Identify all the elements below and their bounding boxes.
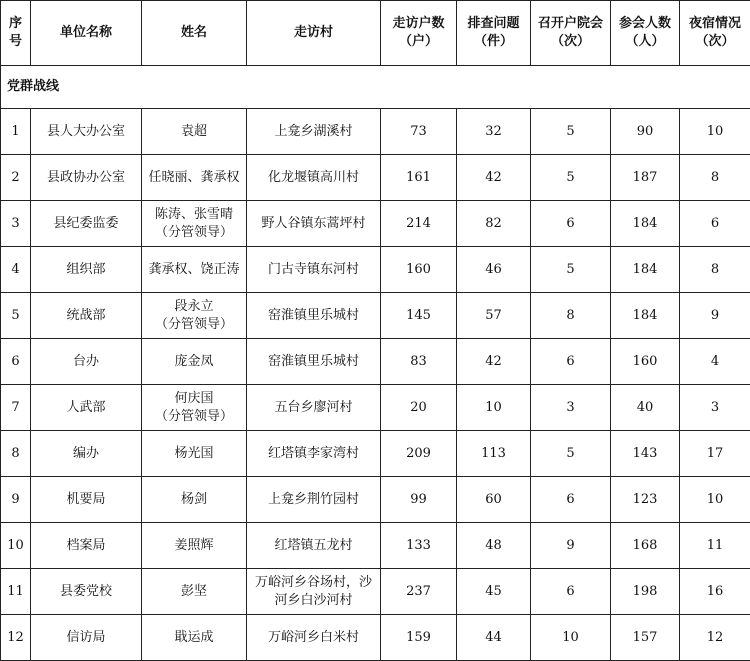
table-row <box>1 477 750 523</box>
cell-overnight: 8 <box>680 155 750 201</box>
cell-meetings: 6 <box>531 477 611 523</box>
cell-village-line: 化龙堰镇高川村 <box>247 169 380 187</box>
header-overnight: 夜宿情况 （次） <box>680 1 750 66</box>
cell-issues: 42 <box>457 155 531 201</box>
cell-issues: 60 <box>457 477 531 523</box>
cell-name-line: 袁超 <box>142 123 246 141</box>
cell-seq: 9 <box>1 477 31 523</box>
cell-meetings: 6 <box>531 339 611 385</box>
cell-name <box>142 109 247 155</box>
cell-name-line: 陈涛、张雪晴 <box>142 206 246 224</box>
cell-seq: 2 <box>1 155 31 201</box>
header-name: 姓名 <box>142 1 247 66</box>
cell-village-line: 红塔镇李家湾村 <box>247 445 380 463</box>
table-row <box>1 569 750 615</box>
cell-issues: 32 <box>457 109 531 155</box>
cell-name <box>142 615 247 661</box>
cell-households: 133 <box>381 523 457 569</box>
cell-meetings: 5 <box>531 431 611 477</box>
cell-unit: 信访局 <box>31 615 142 661</box>
table-row <box>1 523 750 569</box>
table-row <box>1 385 750 431</box>
cell-attendees: 160 <box>611 339 680 385</box>
cell-seq: 12 <box>1 615 31 661</box>
cell-name-line: 任晓丽、龚承权 <box>142 169 246 187</box>
cell-name-line: 庞金凤 <box>142 353 246 371</box>
cell-overnight: 12 <box>680 615 750 661</box>
cell-overnight: 10 <box>680 109 750 155</box>
cell-households: 237 <box>381 569 457 615</box>
cell-name-line: 杨剑 <box>142 491 246 509</box>
cell-seq: 7 <box>1 385 31 431</box>
cell-name-line: 何庆国 <box>142 390 246 408</box>
cell-name <box>142 523 247 569</box>
cell-name <box>142 247 247 293</box>
cell-issues: 57 <box>457 293 531 339</box>
cell-meetings: 10 <box>531 615 611 661</box>
cell-attendees: 184 <box>611 293 680 339</box>
cell-village <box>247 247 381 293</box>
cell-unit: 县纪委监委 <box>31 201 142 247</box>
section-row <box>1 66 750 109</box>
header-seq: 序 号 <box>1 1 31 66</box>
cell-households: 209 <box>381 431 457 477</box>
cell-attendees: 157 <box>611 615 680 661</box>
cell-village-line: 万峪河乡谷场村，沙 <box>247 574 380 592</box>
cell-name-line: （分管领导） <box>142 408 246 426</box>
cell-village-line: 五台乡廖河村 <box>247 399 380 417</box>
cell-attendees: 90 <box>611 109 680 155</box>
cell-meetings: 3 <box>531 385 611 431</box>
cell-unit: 县政协办公室 <box>31 155 142 201</box>
cell-name <box>142 385 247 431</box>
cell-seq: 4 <box>1 247 31 293</box>
cell-seq: 6 <box>1 339 31 385</box>
cell-name-line: 段永立 <box>142 298 246 316</box>
section-title: 党群战线 <box>1 66 750 109</box>
cell-issues: 45 <box>457 569 531 615</box>
cell-overnight: 4 <box>680 339 750 385</box>
cell-unit: 统战部 <box>31 293 142 339</box>
cell-meetings: 6 <box>531 569 611 615</box>
cell-households: 83 <box>381 339 457 385</box>
cell-village-line: 河乡白沙河村 <box>247 592 380 610</box>
table-row <box>1 293 750 339</box>
cell-unit: 组织部 <box>31 247 142 293</box>
cell-name <box>142 339 247 385</box>
cell-village-line: 野人谷镇东蒿坪村 <box>247 215 380 233</box>
table-row <box>1 615 750 661</box>
cell-village <box>247 569 381 615</box>
cell-name <box>142 569 247 615</box>
cell-unit: 台办 <box>31 339 142 385</box>
cell-name-line: （分管领导） <box>142 224 246 242</box>
cell-village <box>247 615 381 661</box>
cell-unit: 人武部 <box>31 385 142 431</box>
cell-name <box>142 201 247 247</box>
table-row <box>1 431 750 477</box>
cell-households: 161 <box>381 155 457 201</box>
cell-village-line: 门古寺镇东河村 <box>247 261 380 279</box>
cell-issues: 46 <box>457 247 531 293</box>
cell-meetings: 5 <box>531 155 611 201</box>
cell-village-line: 上龛乡荆竹园村 <box>247 491 380 509</box>
cell-village <box>247 339 381 385</box>
cell-households: 159 <box>381 615 457 661</box>
cell-village-line: 万峪河乡白米村 <box>247 629 380 647</box>
cell-meetings: 8 <box>531 293 611 339</box>
table-row <box>1 201 750 247</box>
cell-meetings: 9 <box>531 523 611 569</box>
cell-name <box>142 293 247 339</box>
cell-overnight: 17 <box>680 431 750 477</box>
cell-attendees: 184 <box>611 247 680 293</box>
cell-village-line: 红塔镇五龙村 <box>247 537 380 555</box>
header-unit: 单位名称 <box>31 1 142 66</box>
cell-issues: 42 <box>457 339 531 385</box>
header-village: 走访村 <box>247 1 381 66</box>
header-issues: 排查问题 （件） <box>457 1 531 66</box>
cell-overnight: 8 <box>680 247 750 293</box>
cell-overnight: 16 <box>680 569 750 615</box>
cell-unit: 县人大办公室 <box>31 109 142 155</box>
cell-attendees: 143 <box>611 431 680 477</box>
table-row <box>1 109 750 155</box>
cell-meetings: 5 <box>531 109 611 155</box>
cell-overnight: 10 <box>680 477 750 523</box>
cell-issues: 48 <box>457 523 531 569</box>
cell-households: 214 <box>381 201 457 247</box>
cell-meetings: 5 <box>531 247 611 293</box>
cell-households: 99 <box>381 477 457 523</box>
cell-village <box>247 385 381 431</box>
cell-attendees: 168 <box>611 523 680 569</box>
cell-name-line: 龚承权、饶正涛 <box>142 261 246 279</box>
cell-name-line: （分管领导） <box>142 316 246 334</box>
cell-households: 160 <box>381 247 457 293</box>
cell-issues: 82 <box>457 201 531 247</box>
cell-issues: 10 <box>457 385 531 431</box>
cell-village <box>247 523 381 569</box>
cell-overnight: 3 <box>680 385 750 431</box>
cell-name-line: 戢运成 <box>142 629 246 647</box>
cell-seq: 5 <box>1 293 31 339</box>
cell-households: 20 <box>381 385 457 431</box>
cell-name-line: 彭坚 <box>142 583 246 601</box>
table-row <box>1 155 750 201</box>
cell-village <box>247 477 381 523</box>
cell-village-line: 窑淮镇里乐城村 <box>247 353 380 371</box>
cell-attendees: 187 <box>611 155 680 201</box>
table-row <box>1 247 750 293</box>
cell-village <box>247 201 381 247</box>
cell-unit: 编办 <box>31 431 142 477</box>
cell-unit: 县委党校 <box>31 569 142 615</box>
cell-seq: 8 <box>1 431 31 477</box>
cell-name <box>142 155 247 201</box>
cell-issues: 113 <box>457 431 531 477</box>
cell-name <box>142 431 247 477</box>
cell-households: 73 <box>381 109 457 155</box>
cell-households: 145 <box>381 293 457 339</box>
cell-name-line: 姜照辉 <box>142 537 246 555</box>
header-meetings: 召开户院会 （次） <box>531 1 611 66</box>
cell-village <box>247 155 381 201</box>
header-row <box>1 1 750 66</box>
cell-village-line: 窑淮镇里乐城村 <box>247 307 380 325</box>
cell-seq: 11 <box>1 569 31 615</box>
header-attendees: 参会人数 （人） <box>611 1 680 66</box>
header-households: 走访户数 （户） <box>381 1 457 66</box>
cell-seq: 10 <box>1 523 31 569</box>
cell-overnight: 9 <box>680 293 750 339</box>
cell-name <box>142 477 247 523</box>
cell-village <box>247 293 381 339</box>
cell-issues: 44 <box>457 615 531 661</box>
cell-unit: 机要局 <box>31 477 142 523</box>
cell-name-line: 杨光国 <box>142 445 246 463</box>
cell-village-line: 上龛乡湖溪村 <box>247 123 380 141</box>
cell-overnight: 11 <box>680 523 750 569</box>
cell-village <box>247 431 381 477</box>
cell-seq: 1 <box>1 109 31 155</box>
cell-seq: 3 <box>1 201 31 247</box>
cell-village <box>247 109 381 155</box>
cell-attendees: 184 <box>611 201 680 247</box>
cell-unit: 档案局 <box>31 523 142 569</box>
cell-overnight: 6 <box>680 201 750 247</box>
table-row <box>1 339 750 385</box>
cell-attendees: 123 <box>611 477 680 523</box>
cell-meetings: 6 <box>531 201 611 247</box>
cell-attendees: 40 <box>611 385 680 431</box>
cell-attendees: 198 <box>611 569 680 615</box>
